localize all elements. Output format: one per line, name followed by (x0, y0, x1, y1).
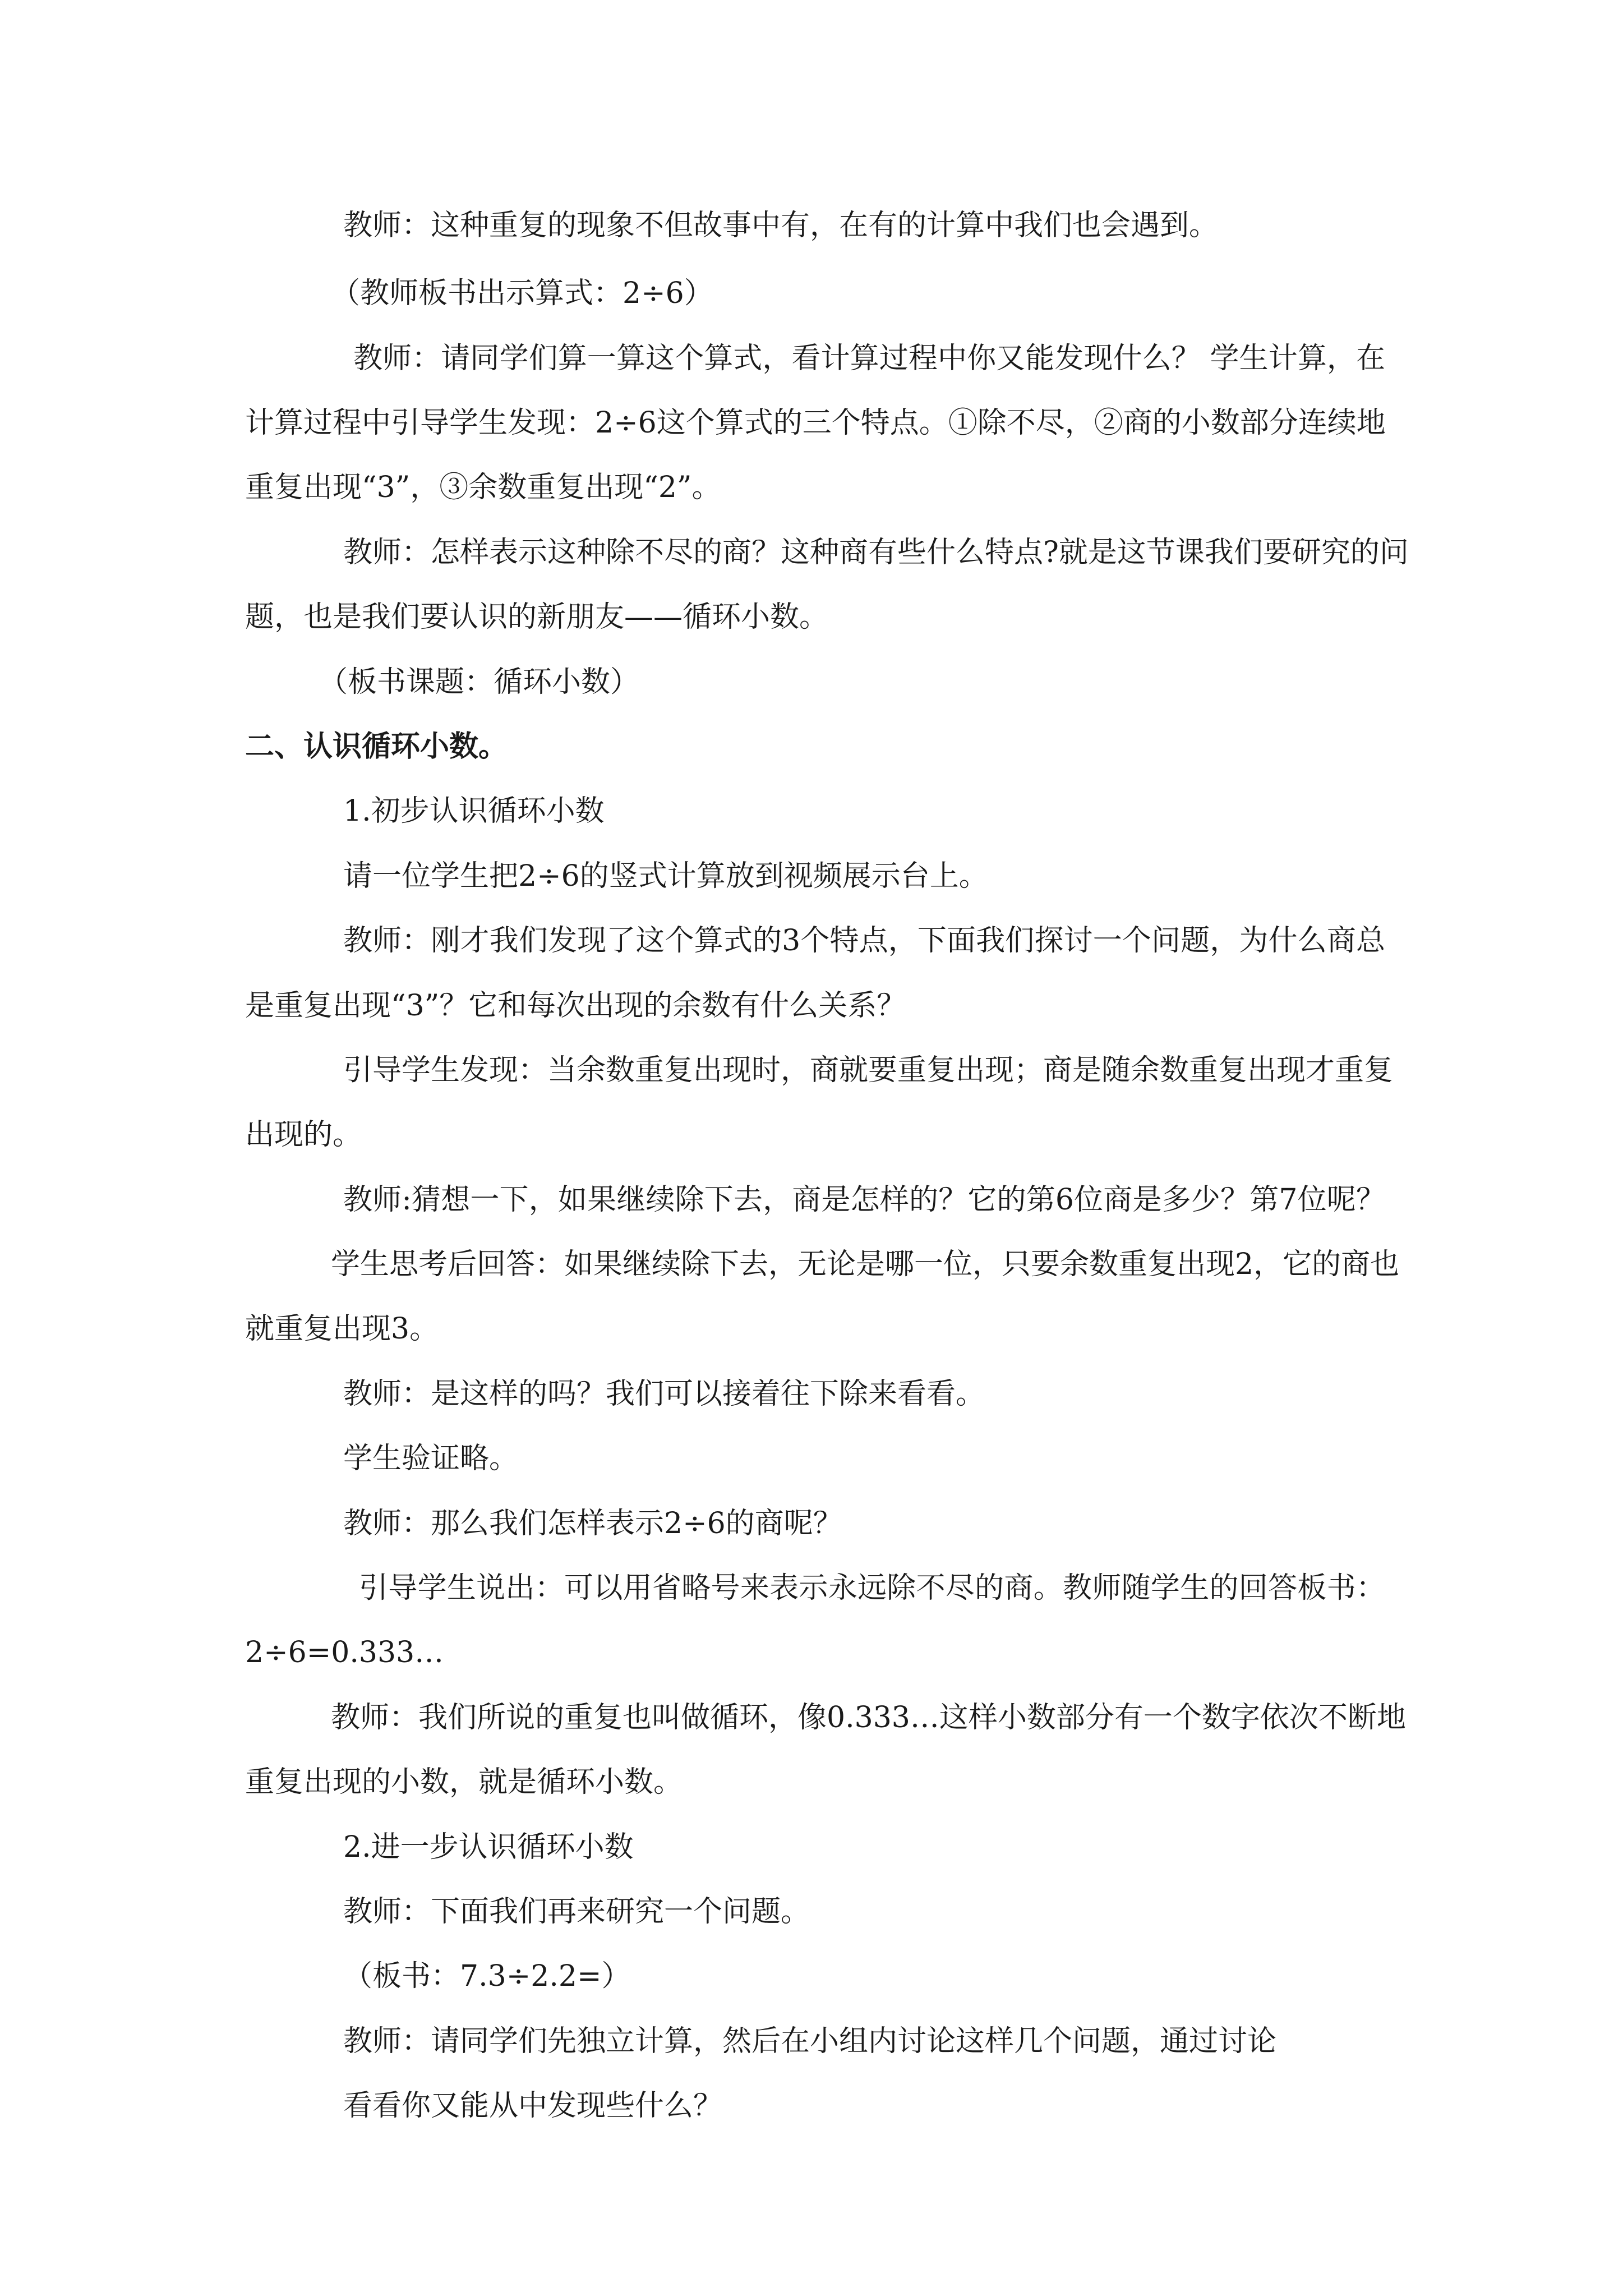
paragraph-line: 看看你又能从中发现些什么？ (343, 2089, 723, 2123)
paragraph-line: 就重复出现3。 (245, 1312, 439, 1346)
paragraph-line: 计算过程中引导学生发现：2÷6这个算式的三个特点。①除不尽，②商的小数部分连续地 (245, 406, 1386, 440)
paragraph-line: 教师：下面我们再来研究一个问题。 (343, 1895, 810, 1929)
equation-line: 2÷6=0.333… (245, 1636, 444, 1669)
paragraph-line: （板书课题：循环小数） (319, 665, 640, 699)
paragraph-line: 教师：刚才我们发现了这个算式的3个特点，下面我们探讨一个问题，为什么商总 (343, 924, 1385, 958)
paragraph-line: 学生思考后回答：如果继续除下去，无论是哪一位，只要余数重复出现2，它的商也 (331, 1248, 1400, 1281)
subsection-heading: 1.初步认识循环小数 (343, 794, 605, 828)
paragraph-line: 教师：请同学们先独立计算，然后在小组内讨论这样几个问题，通过讨论 (343, 2024, 1277, 2058)
paragraph-line: 引导学生发现：当余数重复出现时，商就要重复出现；商是随余数重复出现才重复 (343, 1053, 1394, 1087)
paragraph-line: 教师：我们所说的重复也叫做循环，像0.333…这样小数部分有一个数字依次不断地 (331, 1701, 1406, 1734)
paragraph-line: 请一位学生把2÷6的竖式计算放到视频展示台上。 (343, 859, 988, 893)
subsection-heading: 2.进一步认识循环小数 (343, 1830, 634, 1864)
section-heading: 二、认识循环小数。 (245, 729, 508, 763)
paragraph-line: 教师：这种重复的现象不但故事中有，在有的计算中我们也会遇到。 (343, 209, 1219, 242)
paragraph-line: 教师：那么我们怎样表示2÷6的商呢？ (343, 1507, 842, 1540)
paragraph-line: 出现的。 (245, 1118, 362, 1152)
paragraph-line: 重复出现“3”，③余数重复出现“2”。 (245, 471, 721, 504)
paragraph-line: （教师板书出示算式：2÷6） (331, 277, 713, 310)
paragraph-line: 教师：怎样表示这种除不尽的商？这种商有些什么特点?就是这节课我们要研究的问 (343, 536, 1409, 569)
paragraph-line: 教师：是这样的吗？我们可以接着往下除来看看。 (343, 1377, 985, 1411)
paragraph-line: 题，也是我们要认识的新朋友——循环小数。 (245, 600, 829, 634)
paragraph-line: 教师：请同学们算一算这个算式，看计算过程中你又能发现什么？ 学生计算，在 (353, 342, 1385, 375)
paragraph-line: 是重复出现“3”？它和每次出现的余数有什么关系？ (245, 989, 906, 1023)
paragraph-line: 教师:猜想一下，如果继续除下去，商是怎样的？它的第6位商是多少？第7位呢？ (343, 1183, 1385, 1217)
paragraph-line: （板书：7.3÷2.2=） (343, 1959, 631, 1993)
paragraph-line: 重复出现的小数，就是循环小数。 (245, 1765, 683, 1799)
paragraph-line: 引导学生说出：可以用省略号来表示永远除不尽的商。教师随学生的回答板书： (359, 1571, 1385, 1605)
paragraph-line: 学生验证略。 (343, 1442, 519, 1475)
